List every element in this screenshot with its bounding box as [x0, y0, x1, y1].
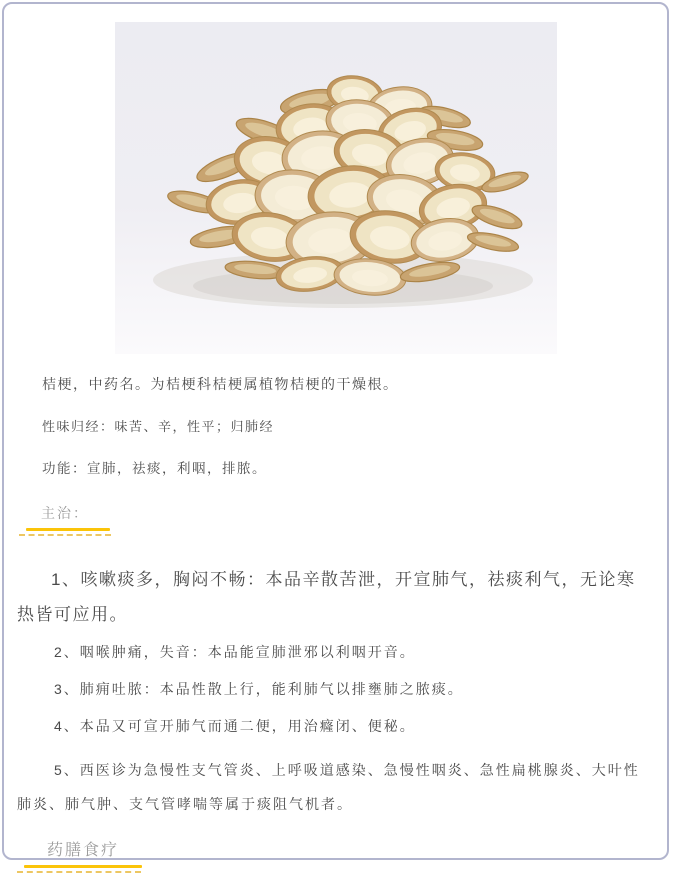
section-heading-zhuzhi	[26, 503, 667, 536]
zhuzhi-heading-text: 主治：	[41, 505, 89, 521]
zhuzhi-item-4: 4、本品又可宣开肺气而通二便，用治癃闭、便秘。	[54, 718, 416, 734]
zhuzhi-item-3: 3、肺痈吐脓：本品性散上行，能利肺气以排壅肺之脓痰。	[54, 681, 464, 697]
zhuzhi-item-2: 2、咽喉肿痛，失音：本品能宣肺泄邪以利咽开音。	[54, 644, 416, 660]
zhuzhi-item-5: 5、西医诊为急慢性支气管炎、上呼吸道感染、急慢性咽炎、急性扁桃腺炎、大叶性肺炎、肺气肿、支气管哮喘等属于痰阻气机者。	[17, 762, 640, 812]
herb-photo-illustration	[115, 22, 557, 354]
zhuzhi-list	[17, 562, 652, 821]
yaoshan-underline-solid	[24, 865, 142, 868]
intro-line-1: 桔梗，中药名。为桔梗科桔梗属植物桔梗的干燥根。	[42, 376, 399, 392]
intro-line-3: 功能：宣肺，祛痰，利咽，排脓。	[42, 461, 267, 476]
zhuzhi-item-1: 1、咳嗽痰多，胸闷不畅：本品辛散苦泄，开宣肺气，祛痰利气，无论寒热皆可应用。	[17, 570, 636, 624]
intro-section	[42, 374, 629, 477]
zhuzhi-underline-solid	[26, 528, 110, 531]
section-heading-yaoshan	[24, 837, 667, 873]
zhuzhi-underline-dashed	[19, 534, 111, 536]
herb-photo	[115, 22, 557, 354]
intro-line-2: 性味归经：味苦、辛，性平；归肺经	[42, 419, 275, 434]
page-frame	[2, 2, 669, 860]
yaoshan-heading-text: 药膳食疗	[47, 842, 120, 859]
